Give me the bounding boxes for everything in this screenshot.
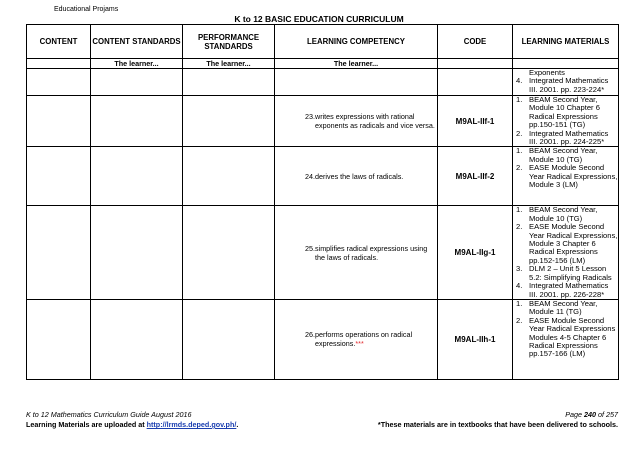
col-header-learning-competency: LEARNING COMPETENCY [275,25,438,59]
competency-text: derives the laws of radicals. [315,171,404,181]
table-row [27,96,619,147]
material-text: Integrated Mathematics III. 2001. pp. 226-228* [529,281,609,299]
empty-cell [183,206,275,299]
col-header-content-standards: CONTENT STANDARDS [91,25,183,59]
code-cell: M9AL-IIf-2 [438,147,513,206]
col-header-code: CODE [438,25,513,59]
empty-cell [27,69,91,96]
materials-list [513,300,618,359]
material-text: Integrated Mathematics III. 2001. pp. 224-225* [529,128,609,147]
material-text: EASE Module Second Year Radical Expressions, Module 3 (LM) [529,163,618,190]
material-text: BEAM Second Year, Module 11 (TG) [529,299,598,317]
material-item [513,96,618,130]
material-number: 2. [516,163,523,173]
materials-list [513,206,618,298]
empty-cell [183,96,275,147]
footer-page: Page 240 of 257 [565,410,618,419]
materials-cell [513,69,619,96]
empty-cell [183,147,275,206]
document-title: K to 12 BASIC EDUCATION CURRICULUM [234,14,404,24]
competency-number: 26. [305,330,315,340]
code-cell: M9AL-IIg-1 [438,206,513,299]
material-number: 1. [516,95,523,104]
competency-cell [275,96,438,147]
page-number: 240 [584,410,597,419]
materials-list [513,147,618,189]
table-row [27,206,619,299]
col-header-content: CONTENT [27,25,91,59]
material-item [513,164,618,189]
material-text: Exponents [529,68,565,77]
material-number: 4. [516,76,523,86]
empty-cell [91,147,183,206]
table-row [27,299,619,379]
footer-guide: K to 12 Mathematics Curriculum Guide August 2016 [26,410,192,419]
competency-text: writes expressions with rational exponents as radicals and vice versa. [315,112,435,131]
empty-cell [91,69,183,96]
code-cell [438,69,513,96]
material-item [513,317,618,359]
competency-number: 24. [305,171,315,181]
material-item [513,147,618,164]
materials-list [513,96,618,146]
top-note: Educational Projams [54,6,119,13]
material-item [513,130,618,147]
material-text: BEAM Second Year, Module 10 Chapter 6 Radical Expressions pp.150-151 (TG) [529,95,600,130]
material-text: EASE Module Second Year Radical Expressions Modules 4-5 Chapter 6 Radical Expressions pp.157-166 (LM) [529,315,616,359]
subheader-cell: The learner... [91,59,183,69]
competency-cell [275,299,438,379]
competency-cell [275,69,438,96]
footer-textbook-note: *These materials are in textbooks that have been delivered to schools. [377,420,618,429]
col-header-performance-standards: PERFORMANCE STANDARDS [183,25,275,59]
empty-cell [183,299,275,379]
footer-upload-note: Learning Materials are uploaded at http://lrmds.deped.gov.ph/. [26,420,239,429]
material-text: BEAM Second Year, Module 10 (TG) [529,146,598,164]
empty-cell [27,147,91,206]
material-item [513,77,618,94]
subheader-cell: The learner... [183,59,275,69]
table-row [27,147,619,206]
empty-cell [27,96,91,147]
material-number: 1. [516,299,523,308]
material-number: 1. [516,205,523,215]
material-text: EASE Module Second Year Radical Expressions, Module 3 Chapter 6 Radical Expressions pp.152-156 (LM) [529,222,618,265]
competency-cell [275,147,438,206]
competency-text: performs operations on radical expressions. [315,330,413,349]
lrmds-link[interactable]: http://lrmds.deped.gov.ph/ [146,420,237,429]
empty-cell [91,299,183,379]
subheader-cell: The learner... [275,59,438,69]
material-number: 4. [516,281,523,291]
material-item [513,300,618,317]
material-number: 2. [516,222,523,232]
competency-asterisks: *** [355,339,364,349]
subheader-row [27,59,619,69]
material-text: BEAM Second Year, Module 10 (TG) [529,205,598,223]
material-number: 1. [516,146,523,156]
empty-cell [27,299,91,379]
competency-number: 25. [305,243,315,253]
material-text: DLM 2 – Unit 5 Lesson 5.2: Simplifying Radicals [529,264,612,282]
material-item [513,223,618,265]
competency-number: 23. [305,112,315,122]
material-number: 2. [516,315,523,325]
material-item [513,206,618,223]
material-number: 2. [516,128,523,138]
material-item [513,282,618,299]
empty-cell [91,96,183,147]
materials-cell [513,96,619,147]
table-row [27,69,619,96]
competency-cell [275,206,438,299]
competency-text: simplifies radical expressions using the laws of radicals. [315,243,428,262]
material-text: Integrated Mathematics III. 2001. pp. 223-224* [529,76,609,94]
code-cell: M9AL-IIh-1 [438,299,513,379]
table-body [27,69,619,380]
subheader-cell [27,59,91,69]
materials-cell [513,206,619,299]
material-number: 3. [516,264,523,274]
subheader-cell [513,59,619,69]
empty-cell [183,69,275,96]
col-header-learning-materials: LEARNING MATERIALS [513,25,619,59]
code-cell: M9AL-IIf-1 [438,96,513,147]
curriculum-table [26,24,619,380]
materials-list [513,69,618,94]
empty-cell [27,206,91,299]
empty-cell [91,206,183,299]
materials-cell [513,299,619,379]
materials-cell [513,147,619,206]
subheader-cell [438,59,513,69]
material-item [513,265,618,282]
